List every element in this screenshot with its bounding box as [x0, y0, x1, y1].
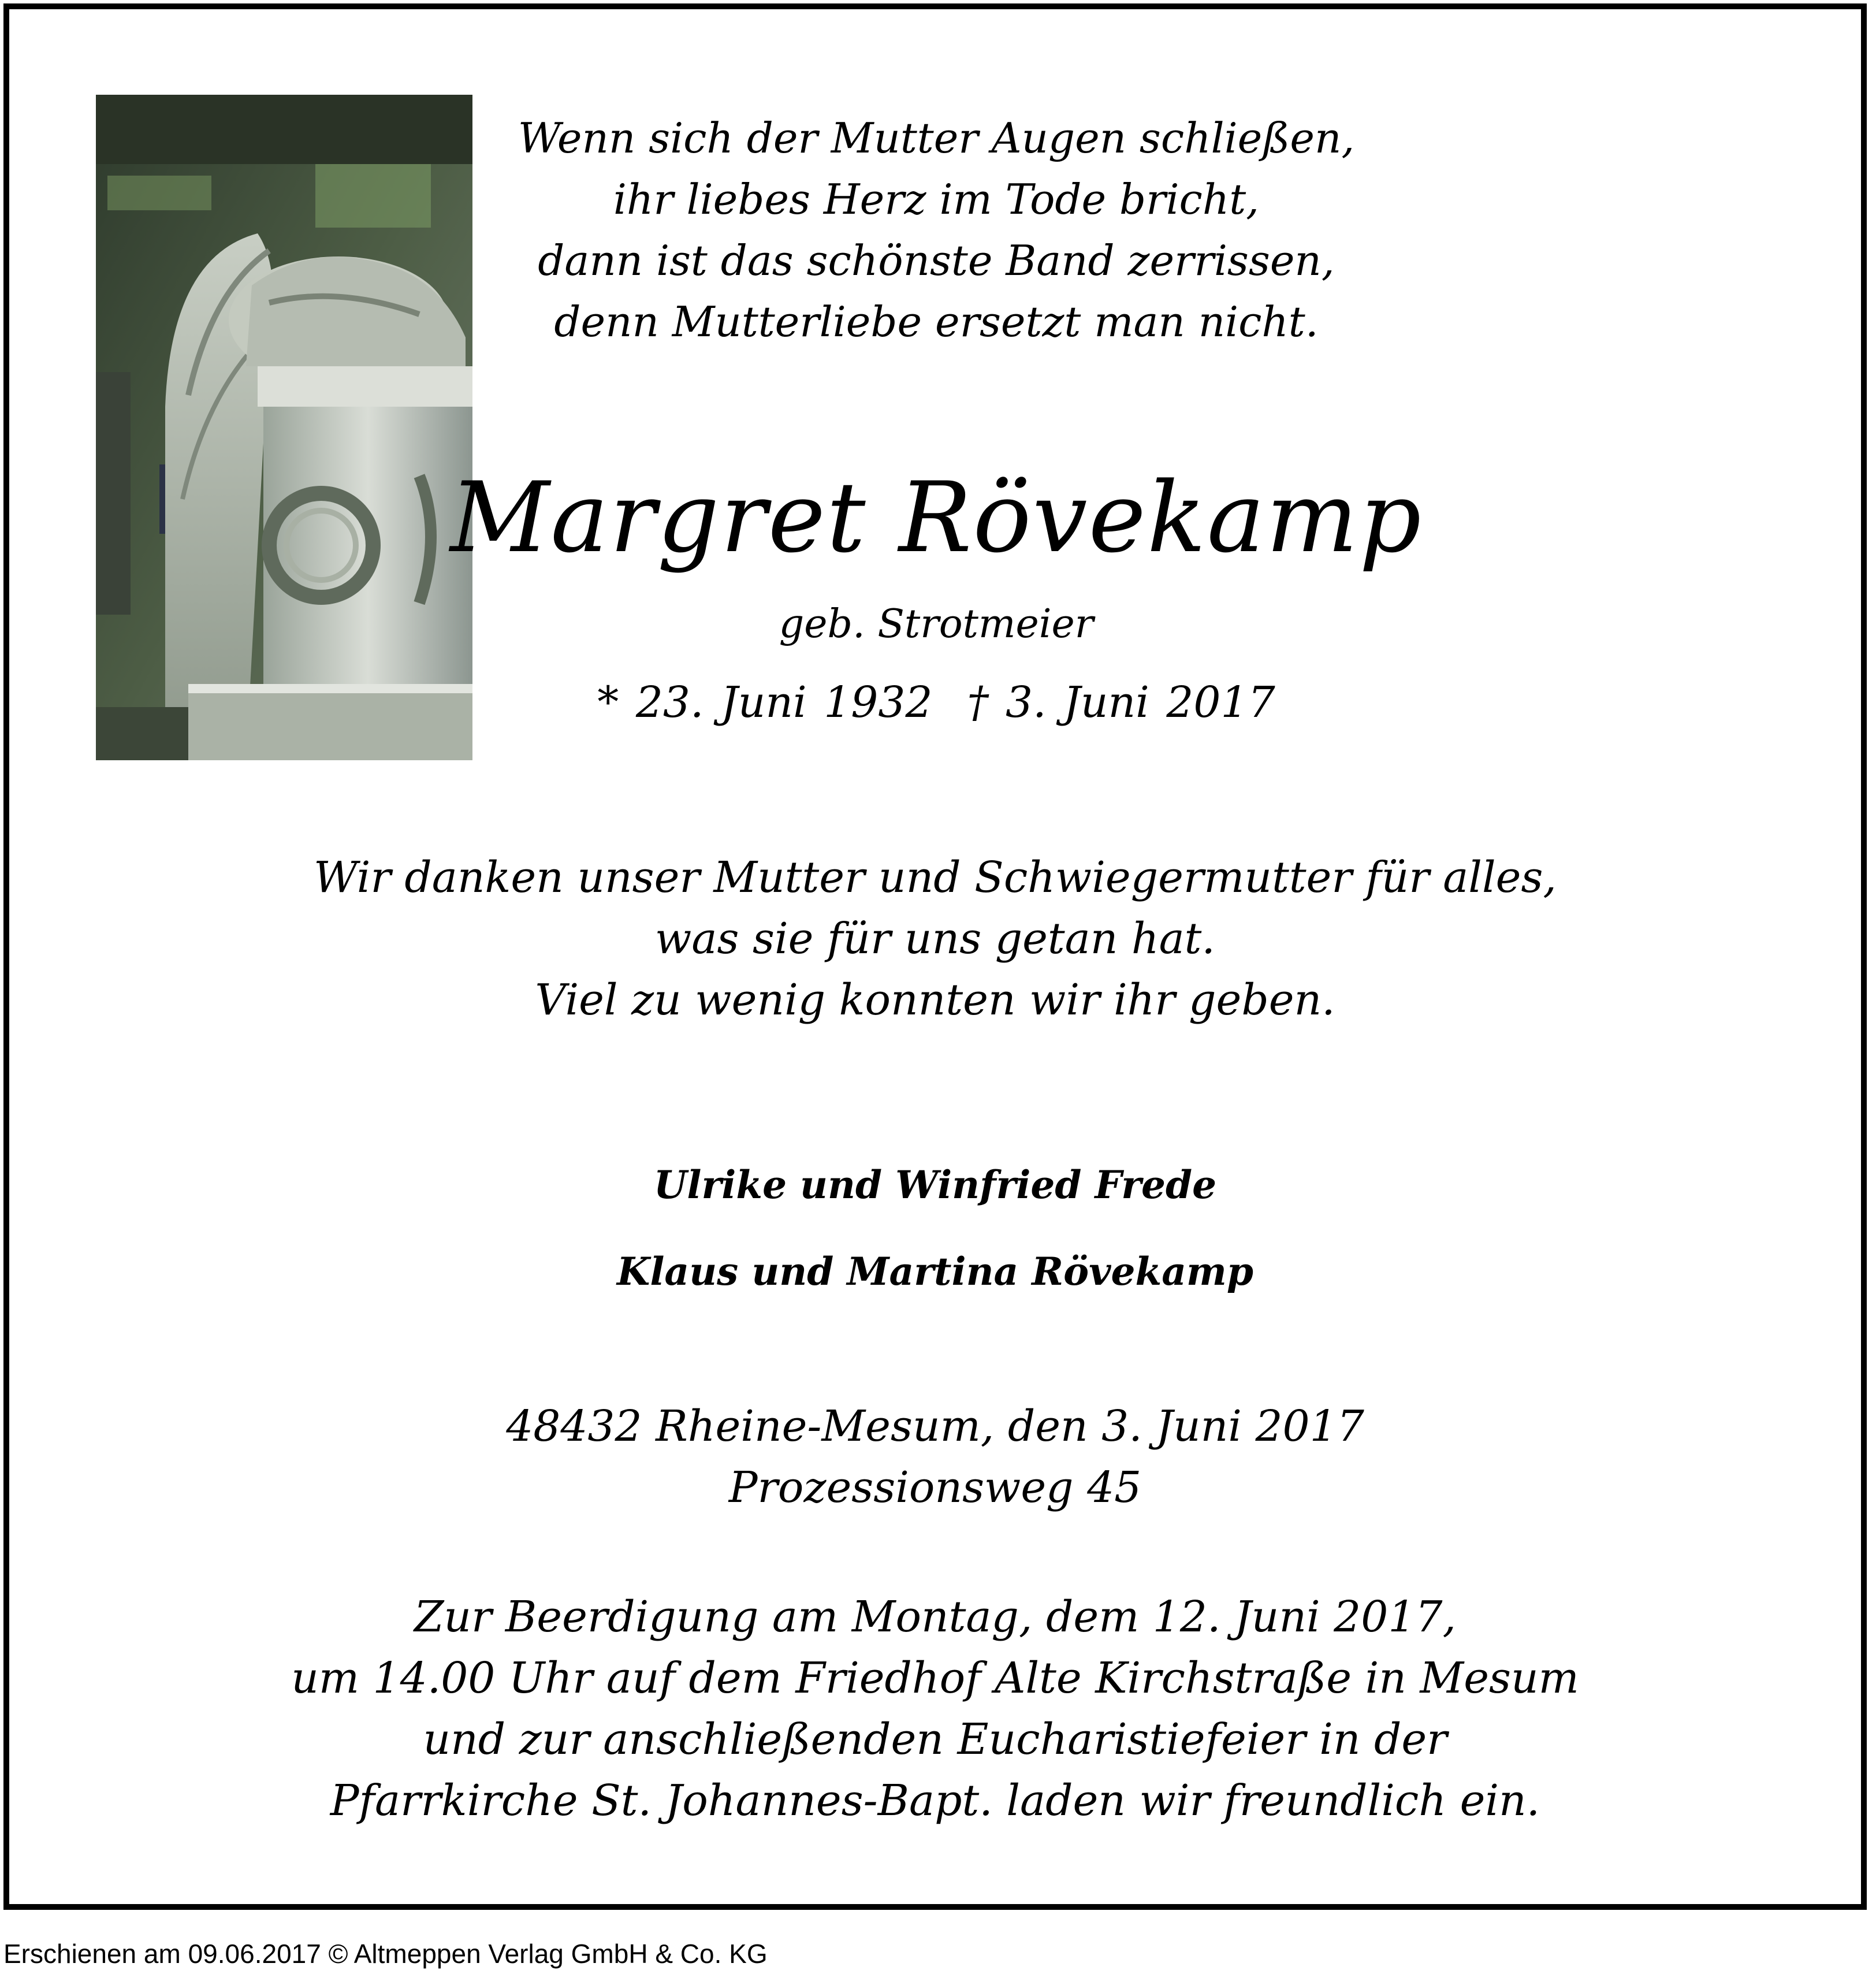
thanks-line: was sie für uns getan hat. — [655, 914, 1215, 964]
birth-name: geb. Strotmeier — [779, 601, 1094, 647]
obituary-frame — [3, 3, 1867, 1910]
mourner-name: Klaus und Martina Rövekamp — [617, 1249, 1253, 1294]
publication-footer: Erschienen am 09.06.2017 © Altmeppen Verlag GmbH & Co. KG — [3, 1939, 768, 1969]
mourners — [9, 1142, 1861, 1315]
address-line: Prozessionsweg 45 — [728, 1463, 1142, 1512]
poem — [373, 107, 1499, 352]
thanks-line: Viel zu wenig konnten wir ihr geben. — [535, 975, 1335, 1025]
death-date: † 3. Juni 2017 — [967, 678, 1275, 727]
life-dates — [373, 674, 1499, 731]
poem-line: ihr liebes Herz im Tode bricht, — [613, 175, 1260, 224]
funeral-line: Zur Beerdigung am Montag, dem 12. Juni 2017, — [414, 1592, 1457, 1642]
funeral-notice — [9, 1586, 1861, 1831]
poem-line: dann ist das schönste Band zerrissen, — [538, 236, 1335, 285]
deceased-name: Margret Rövekamp — [450, 461, 1423, 574]
funeral-line: Pfarrkirche St. Johannes-Bapt. laden wir freundlich ein. — [330, 1776, 1540, 1825]
address-line: 48432 Rheine-Mesum, den 3. Juni 2017 — [506, 1401, 1364, 1451]
birth-date: * 23. Juni 1932 — [597, 678, 933, 727]
funeral-line: um 14.00 Uhr auf dem Friedhof Alte Kirchstraße in Mesum — [291, 1653, 1579, 1703]
poem-line: Wenn sich der Mutter Augen schließen, — [518, 114, 1355, 162]
funeral-line: und zur anschließenden Eucharistiefeier in der — [423, 1715, 1447, 1764]
poem-line: denn Mutterliebe ersetzt man nicht. — [554, 298, 1319, 346]
address — [9, 1396, 1861, 1518]
mourner-name: Ulrike und Winfried Frede — [653, 1162, 1217, 1207]
thanks-line: Wir danken unser Mutter und Schwiegermutter für alles, — [314, 853, 1557, 902]
thanks-text — [9, 847, 1861, 1031]
